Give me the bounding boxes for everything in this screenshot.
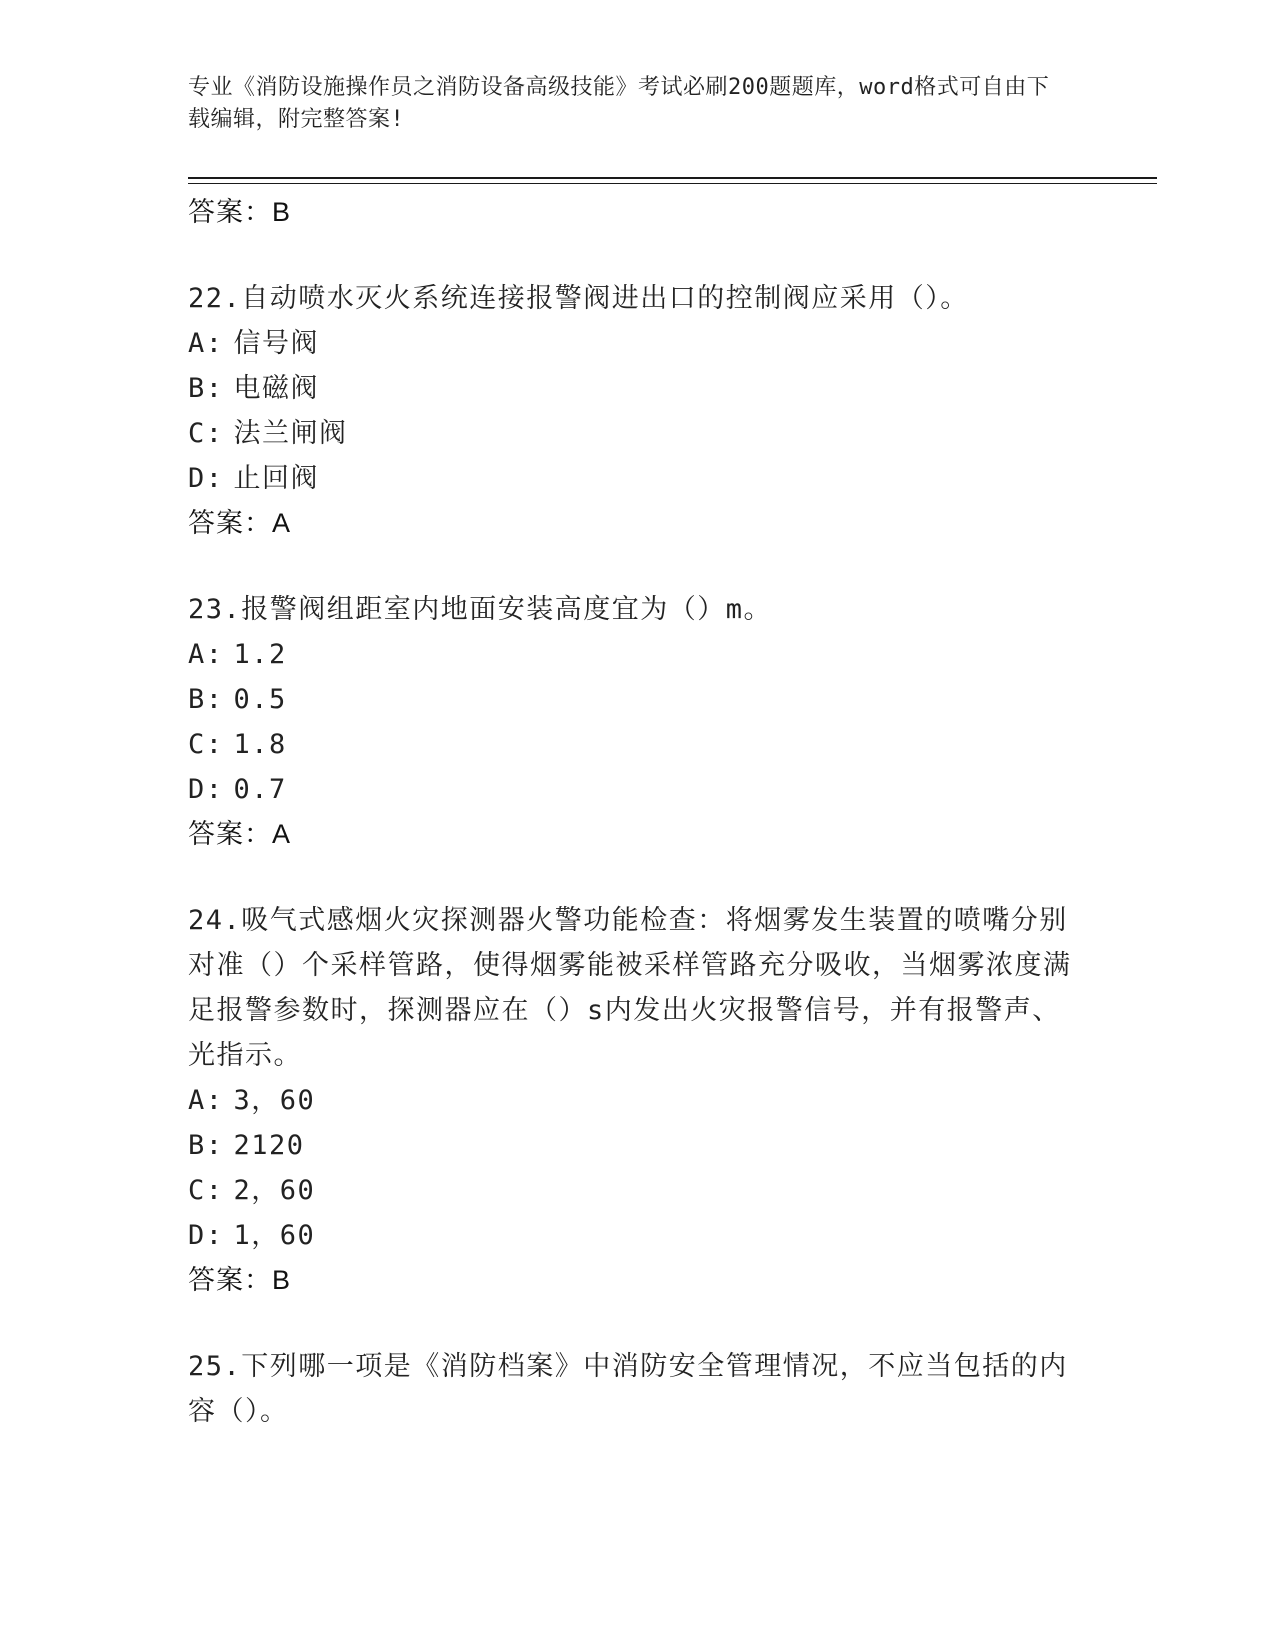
header-divider <box>188 177 1157 179</box>
option-text: 3，60 <box>233 1085 316 1116</box>
option-b <box>188 677 1088 722</box>
option-key: C: <box>188 1175 224 1206</box>
option-key: D: <box>188 774 224 805</box>
option-a <box>188 1078 1088 1123</box>
document-header <box>188 72 1068 136</box>
option-text: 信号阀 <box>233 328 320 359</box>
option-d <box>188 1213 1088 1258</box>
question-answer: 答案：A <box>188 819 292 849</box>
option-key: B: <box>188 1130 224 1161</box>
question-stem: 23.报警阀组距室内地面安装高度宜为（）m。 <box>188 594 773 625</box>
option-text: 2，60 <box>233 1175 316 1206</box>
option-text: 1.2 <box>233 639 287 670</box>
option-key: D: <box>188 1220 224 1251</box>
option-text: 电磁阀 <box>233 373 320 404</box>
question-stem: 25.下列哪一项是《消防档案》中消防安全管理情况，不应当包括的内容（）。 <box>188 1351 1068 1427</box>
option-b <box>188 1123 1088 1168</box>
option-text: 2120 <box>233 1130 305 1161</box>
previous-answer: 答案：B <box>188 197 292 227</box>
question-list <box>188 190 1088 1434</box>
option-b <box>188 366 1088 411</box>
question-answer: 答案：B <box>188 1265 292 1295</box>
option-c <box>188 722 1088 767</box>
option-d <box>188 456 1088 501</box>
option-a <box>188 632 1088 677</box>
option-d <box>188 767 1088 812</box>
option-c <box>188 1168 1088 1213</box>
option-text: 0.5 <box>233 684 287 715</box>
option-key: A: <box>188 328 224 359</box>
option-key: C: <box>188 729 224 760</box>
header-intro-text: 专业《消防设施操作员之消防设备高级技能》考试必刷200题题库，word格式可自由下载编辑，附完整答案! <box>188 75 1050 132</box>
option-text: 法兰闸阀 <box>233 418 348 449</box>
option-key: B: <box>188 684 224 715</box>
option-text: 止回阀 <box>233 463 320 494</box>
option-text: 0.7 <box>233 774 287 805</box>
option-key: B: <box>188 373 224 404</box>
option-c <box>188 411 1088 456</box>
question-stem: 24.吸气式感烟火灾探测器火警功能检查：将烟雾发生装置的喷嘴分别对准（）个采样管路，使得烟雾能被采样管路充分吸收，当烟雾浓度满足报警参数时，探测器应在（）s内发出火灾报警信号，并有报警声、光指示。 <box>188 905 1072 1071</box>
option-key: A: <box>188 1085 224 1116</box>
option-key: D: <box>188 463 224 494</box>
option-key: C: <box>188 418 224 449</box>
option-a <box>188 321 1088 366</box>
option-text: 1.8 <box>233 729 287 760</box>
option-text: 1，60 <box>233 1220 316 1251</box>
question-stem: 22.自动喷水灭火系统连接报警阀进出口的控制阀应采用（）。 <box>188 283 969 314</box>
header-divider-thin <box>188 183 1157 184</box>
question-answer: 答案：A <box>188 508 292 538</box>
option-key: A: <box>188 639 224 670</box>
